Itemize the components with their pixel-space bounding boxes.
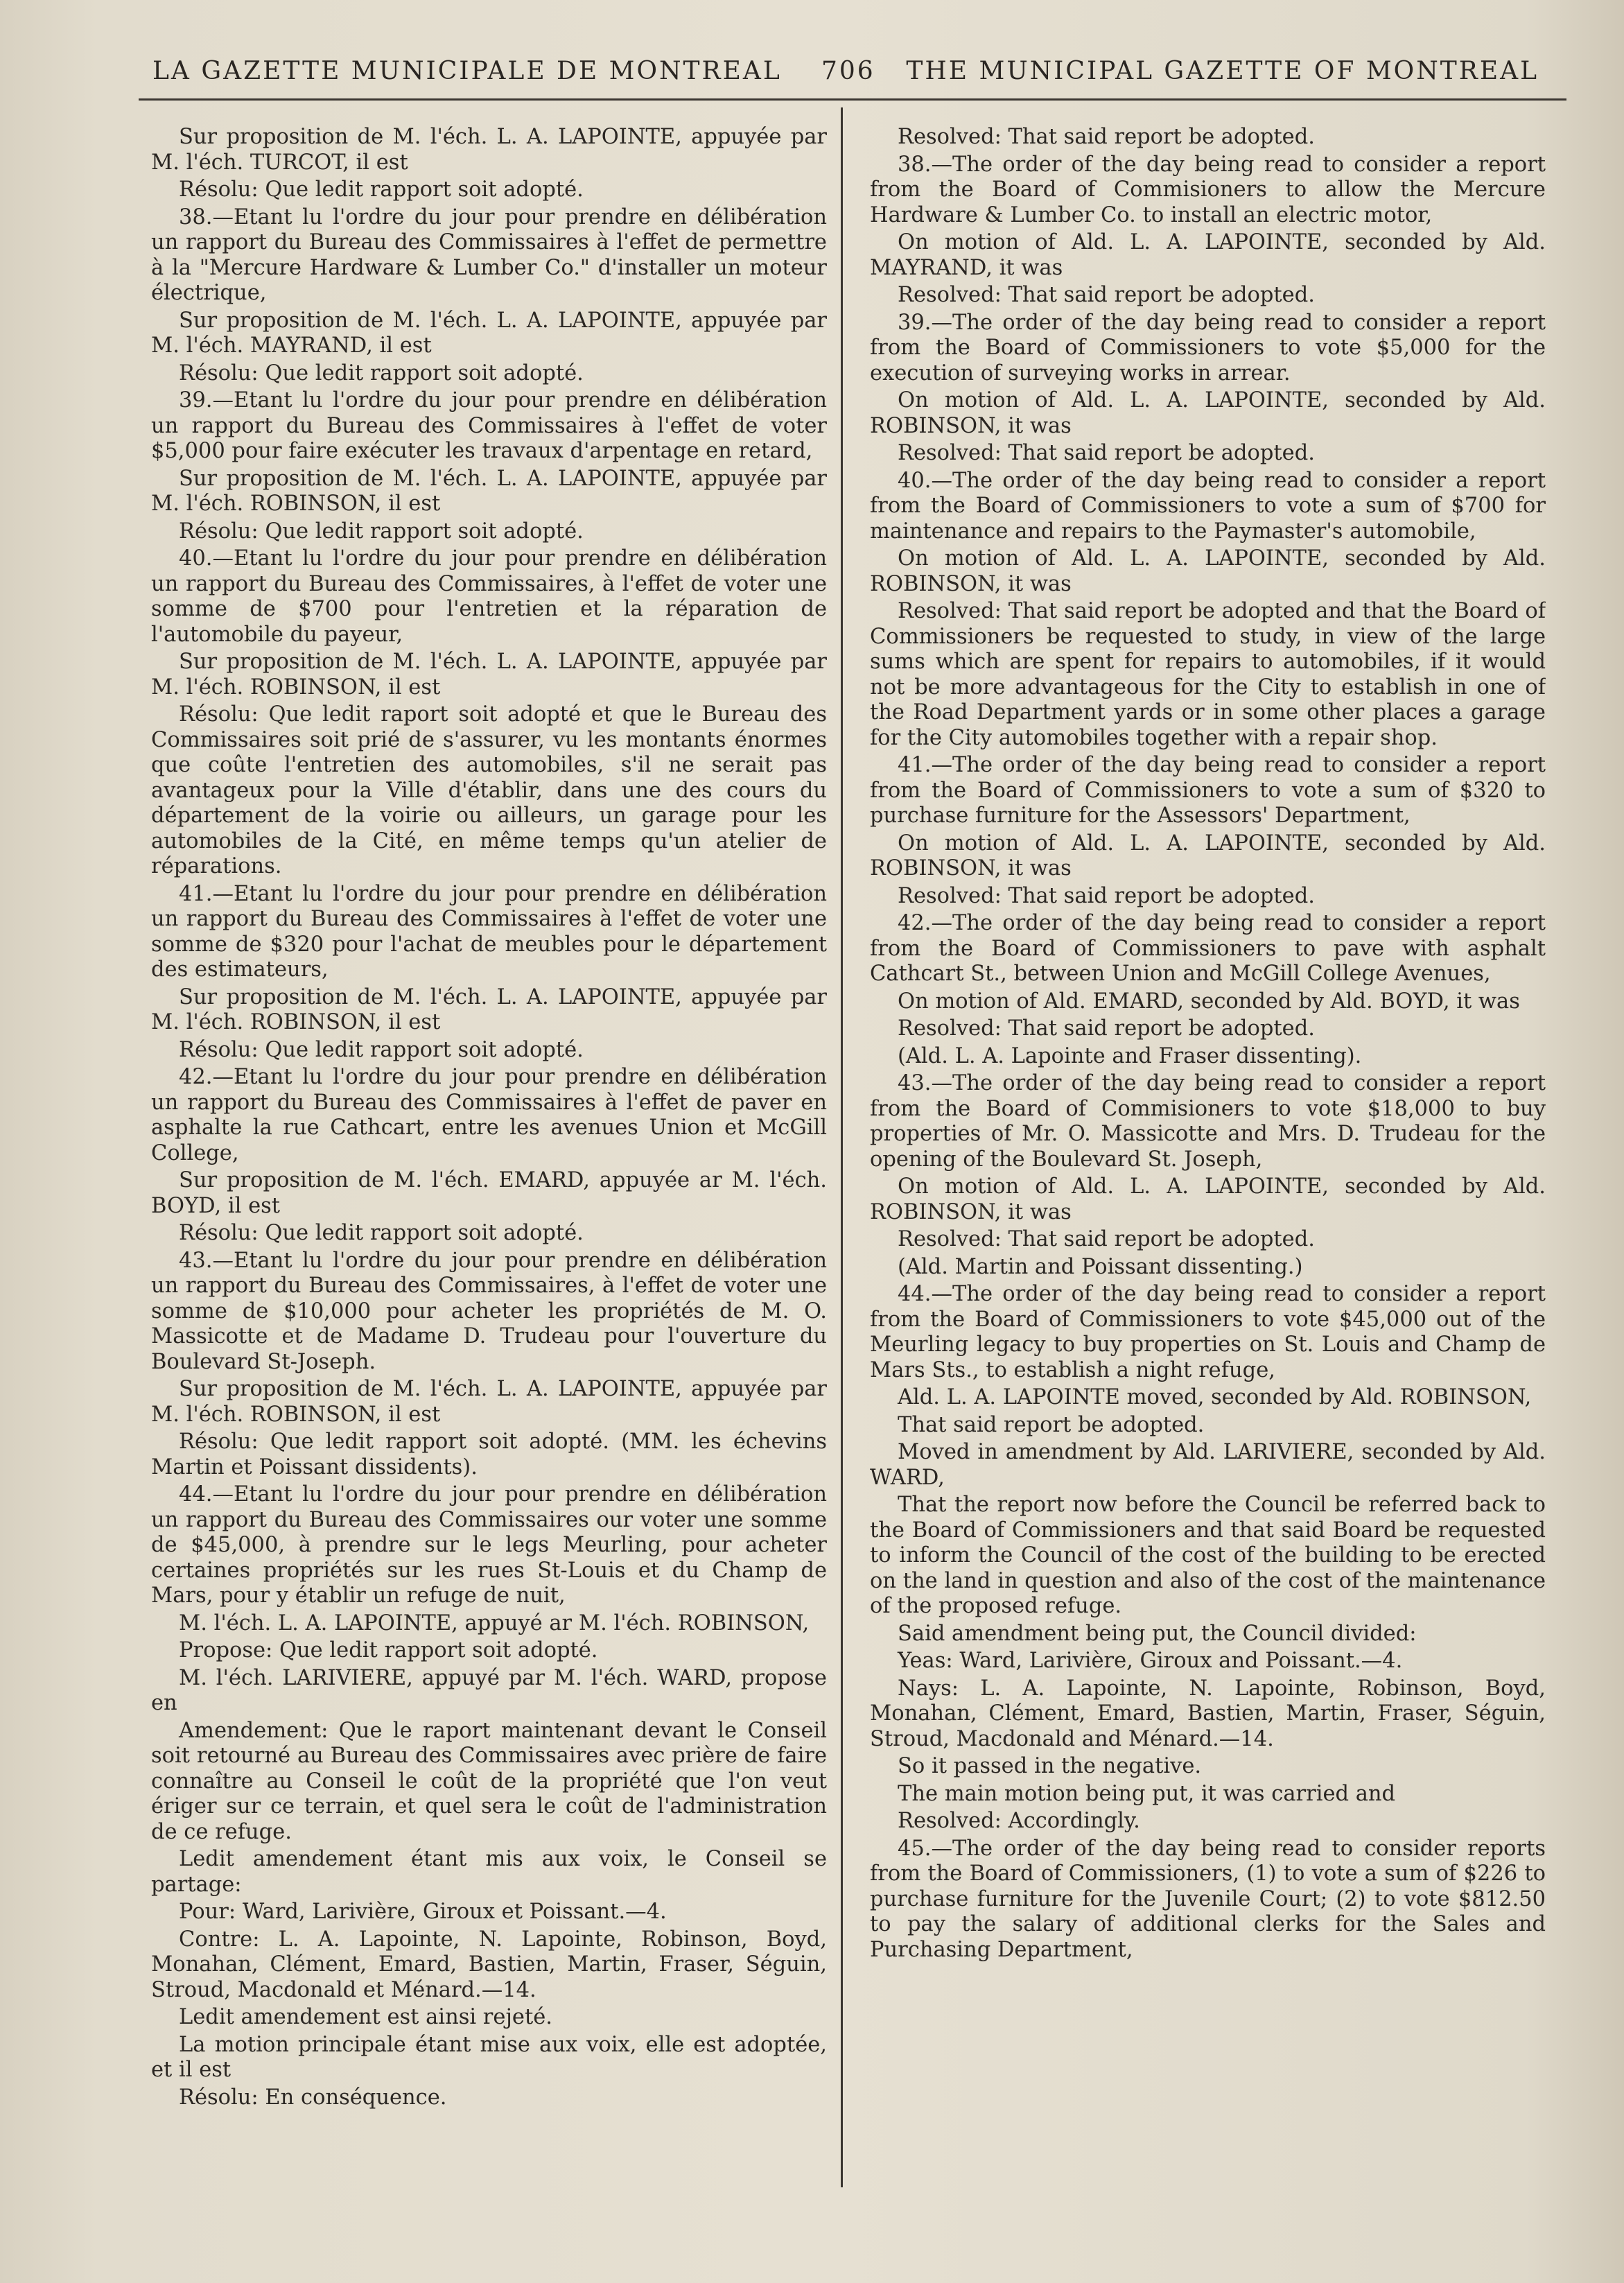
paragraph: Sur proposition de M. l'éch. EMARD, appuyée ar M. l'éch. BOYD, il est <box>151 1168 827 1218</box>
paragraph: 38.—Etant lu l'ordre du jour pour prendre en délibération un rapport du Bureau des Commissaires à l'effet de permettre à la "Mercure Hardware & Lumber Co." d'installer un moteur électrique, <box>151 205 827 305</box>
column-divider <box>841 107 843 2187</box>
paragraph: Resolved: That said report be adopted. <box>898 1227 1315 1251</box>
paragraph: Résolu: Que ledit rapport soit adopté. <box>179 519 584 544</box>
paragraph: La motion principale étant mise aux voix, elle est adoptée, et il est <box>151 2032 827 2082</box>
paragraph: 42.—The order of the day being read to consider a report from the Board of Commissioners to pave with asphalt Cathcart St., between Union and McGill College Avenues, <box>870 911 1546 986</box>
paragraph: Resolved: That said report be adopted. <box>898 1016 1315 1041</box>
paragraph: M. l'éch. L. A. LAPOINTE, appuyé ar M. l'éch. ROBINSON, <box>179 1611 810 1635</box>
paragraph: Résolu: En conséquence. <box>179 2085 447 2110</box>
paragraph: Sur proposition de M. l'éch. L. A. LAPOINTE, appuyée par M. l'éch. ROBINSON, il est <box>151 466 827 516</box>
paragraph: Résolu: Que ledit rapport soit adopté. <box>179 177 584 202</box>
paragraph: Résolu: Que ledit rapport soit adopté. <box>179 1037 584 1062</box>
paragraph: Amendement: Que le raport maintenant devant le Conseil soit retourné au Bureau des Commissaires avec prière de faire connaître au Conseil le coût de la propriété que l'on veut ériger sur ce terrain, et quel sera le coût de l'administration de ce refuge. <box>151 1718 827 1844</box>
paragraph: Résolu: Que ledit raport soit adopté et que le Bureau des Commissaires soit prié de s'assurer, vu les montants énormes que coûte l'entretien des automobiles, s'il ne serait pas avantageux pour la Ville d'établir, dans une des cours du département de la voirie ou ailleurs, un garage pour les automobiles de la Cité, en même temps qu'un atelier de réparations. <box>151 702 827 878</box>
paragraph: Moved in amendment by Ald. LARIVIERE, seconded by Ald. WARD, <box>870 1440 1546 1490</box>
paragraph: Nays: L. A. Lapointe, N. Lapointe, Robinson, Boyd, Monahan, Clément, Emard, Bastien, Martin, Fraser, Séguin, Stroud, Macdonald and Ménard.—14. <box>870 1676 1546 1751</box>
paragraph: Résolu: Que ledit rapport soit adopté. <box>179 361 584 385</box>
page-header <box>139 57 1539 98</box>
paragraph: Ledit amendement étant mis aux voix, le Conseil se partage: <box>151 1847 827 1897</box>
paragraph: 38.—The order of the day being read to consider a report from the Board of Commisioners to allow the Mercure Hardware & Lumber Co. to install an electric motor, <box>870 152 1546 227</box>
paragraph: (Ald. Martin and Poissant dissenting.) <box>898 1254 1303 1279</box>
header-rule <box>139 98 1566 101</box>
paragraph: Ledit amendement est ainsi rejeté. <box>179 2005 552 2029</box>
paragraph: That the report now before the Council be referred back to the Board of Commissioners and that said Board be requested to inform the Council of the cost of the building to be erected on the land in question and also of the cost of the maintenance of the proposed refuge. <box>870 1493 1546 1618</box>
paragraph: 41.—Etant lu l'ordre du jour pour prendre en délibération un rapport du Bureau des Commissaires à l'effet de voter une somme de $320 pour l'achat de meubles pour le département des estimateurs, <box>151 881 827 982</box>
paragraph: Sur proposition de M. l'éch. L. A. LAPOINTE, appuyée par M. l'éch. MAYRAND, il est <box>151 308 827 358</box>
paragraph: Resolved: Accordingly. <box>898 1809 1140 1833</box>
paragraph: Sur proposition de M. l'éch. L. A. LAPOINTE, appuyée par M. l'éch. TURCOT, il est <box>151 125 827 175</box>
paragraph: 39.—Etant lu l'ordre du jour pour prendre en délibération un rapport du Bureau des Commissaires à l'effet de voter $5,000 pour faire exécuter les travaux d'arpentage en retard, <box>151 388 827 463</box>
paragraph: Resolved: That said report be adopted. <box>898 883 1315 908</box>
paragraph: 44.—Etant lu l'ordre du jour pour prendre en délibération un rapport du Bureau des Commissaires our voter une somme de $45,000, à prendre sur le legs Meurling, pour acheter certaines propriétés sur les rues St-Louis et du Champ de Mars, pour y établir un refuge de nuit, <box>151 1482 827 1608</box>
paragraph: Résolu: Que ledit rapport soit adopté. (MM. les échevins Martin et Poissant dissidents). <box>151 1430 827 1479</box>
paragraph: 41.—The order of the day being read to consider a report from the Board of Commissioners to vote a sum of $320 to purchase furniture for the Assessors' Department, <box>870 753 1546 828</box>
paragraph: On motion of Ald. L. A. LAPOINTE, seconded by Ald. ROBINSON, it was <box>870 831 1546 880</box>
paragraph: That said report be adopted. <box>898 1412 1205 1437</box>
paragraph: 40.—Etant lu l'ordre du jour pour prendre en délibération un rapport du Bureau des Commissaires, à l'effet de voter une somme de $700 pour l'entretien et la réparation de l'automobile du payeur, <box>151 546 827 647</box>
paragraph: On motion of Ald. L. A. LAPOINTE, seconded by Ald. ROBINSON, it was <box>870 1174 1546 1224</box>
header-title-english: THE MUNICIPAL GAZETTE OF MONTREAL <box>906 57 1539 85</box>
paragraph: M. l'éch. LARIVIERE, appuyé par M. l'éch. WARD, propose en <box>151 1665 827 1715</box>
paragraph: Sur proposition de M. l'éch. L. A. LAPOINTE, appuyée par M. l'éch. ROBINSON, il est <box>151 984 827 1034</box>
english-column <box>870 125 1546 2205</box>
paragraph: Contre: L. A. Lapointe, N. Lapointe, Robinson, Boyd, Monahan, Clément, Emard, Bastien, Martin, Fraser, Séguin, Stroud, Macdonald et Ménard.—14. <box>151 1927 827 2002</box>
paragraph: 44.—The order of the day being read to consider a report from the Board of Commissioners to vote $45,000 out of the Meurling legacy to buy properties on St. Louis and Champ de Mars Sts., to establish a night refuge, <box>870 1282 1546 1382</box>
paragraph: On motion of Ald. L. A. LAPOINTE, seconded by Ald. ROBINSON, it was <box>870 388 1546 438</box>
paragraph: 45.—The order of the day being read to consider reports from the Board of Commissioners, (1) to vote a sum of $226 to purchase furniture for the Juvenile Court; (2) to vote $812.50 to pay the salary of additional clerks for the Sales and Purchasing Department, <box>870 1836 1546 1962</box>
paragraph: Pour: Ward, Larivière, Giroux et Poissant.—4. <box>179 1900 667 1924</box>
paragraph: So it passed in the negative. <box>898 1754 1202 1778</box>
paragraph: On motion of Ald. L. A. LAPOINTE, seconded by Ald. ROBINSON, it was <box>870 546 1546 596</box>
paragraph: Résolu: Que ledit rapport soit adopté. <box>179 1221 584 1245</box>
paragraph: Said amendment being put, the Council divided: <box>898 1621 1417 1646</box>
paragraph: 43.—Etant lu l'ordre du jour pour prendre en délibération un rapport du Bureau des Commissaires, à l'effet de voter une somme de $10,000 pour acheter les propriétés de M. O. Massicotte et de Madame D. Trudeau pour l'ouverture du Boulevard St-Joseph. <box>151 1248 827 1374</box>
paragraph: Resolved: That said report be adopted. <box>898 125 1315 149</box>
paragraph: Resolved: That said report be adopted. <box>898 441 1315 465</box>
paragraph: On motion of Ald. EMARD, seconded by Ald. BOYD, it was <box>898 989 1520 1014</box>
french-column <box>151 125 827 2205</box>
header-title-french: LA GAZETTE MUNICIPALE DE MONTREAL <box>152 57 782 85</box>
paragraph: 40.—The order of the day being read to consider a report from the Board of Commissioners to vote a sum of $700 for maintenance and repairs to the Paymaster's automobile, <box>870 468 1546 544</box>
paragraph: 43.—The order of the day being read to consider a report from the Board of Commisioners to vote $18,000 to buy properties of Mr. O. Massicotte and Mrs. D. Trudeau for the opening of the Boulevard St. Joseph, <box>870 1071 1546 1172</box>
paragraph: Sur proposition de M. l'éch. L. A. LAPOINTE, appuyée par M. l'éch. ROBINSON, il est <box>151 1377 827 1427</box>
paragraph: Resolved: That said report be adopted and that the Board of Commissioners be requested to study, in view of the large sums which are spent for repairs to automobiles, if it would not be more advantageous for the City to establish in one of the Road Department yards or in some other places a garage for the City automobiles together with a repair shop. <box>870 599 1546 750</box>
paragraph: Resolved: That said report be adopted. <box>898 283 1315 307</box>
paragraph: Propose: Que ledit rapport soit adopté. <box>179 1638 598 1663</box>
paragraph: 39.—The order of the day being read to consider a report from the Board of Commissioners to vote $5,000 for the execution of surveying works in arrear. <box>870 310 1546 385</box>
paragraph: The main motion being put, it was carried and <box>898 1781 1396 1806</box>
paragraph: (Ald. L. A. Lapointe and Fraser dissenting). <box>898 1043 1362 1068</box>
paragraph: Yeas: Ward, Larivière, Giroux and Poissant.—4. <box>898 1649 1403 1673</box>
paragraph: 42.—Etant lu l'ordre du jour pour prendre en délibération un rapport du Bureau des Commissaires à l'effet de paver en asphalte la rue Cathcart, entre les avenues Union et McGill College, <box>151 1065 827 1165</box>
paragraph: Sur proposition de M. l'éch. L. A. LAPOINTE, appuyée par M. l'éch. ROBINSON, il est <box>151 650 827 700</box>
paragraph: On motion of Ald. L. A. LAPOINTE, seconded by Ald. MAYRAND, it was <box>870 230 1546 280</box>
page-number: 706 <box>821 57 875 85</box>
paragraph: Ald. L. A. LAPOINTE moved, seconded by Ald. ROBINSON, <box>898 1385 1532 1409</box>
